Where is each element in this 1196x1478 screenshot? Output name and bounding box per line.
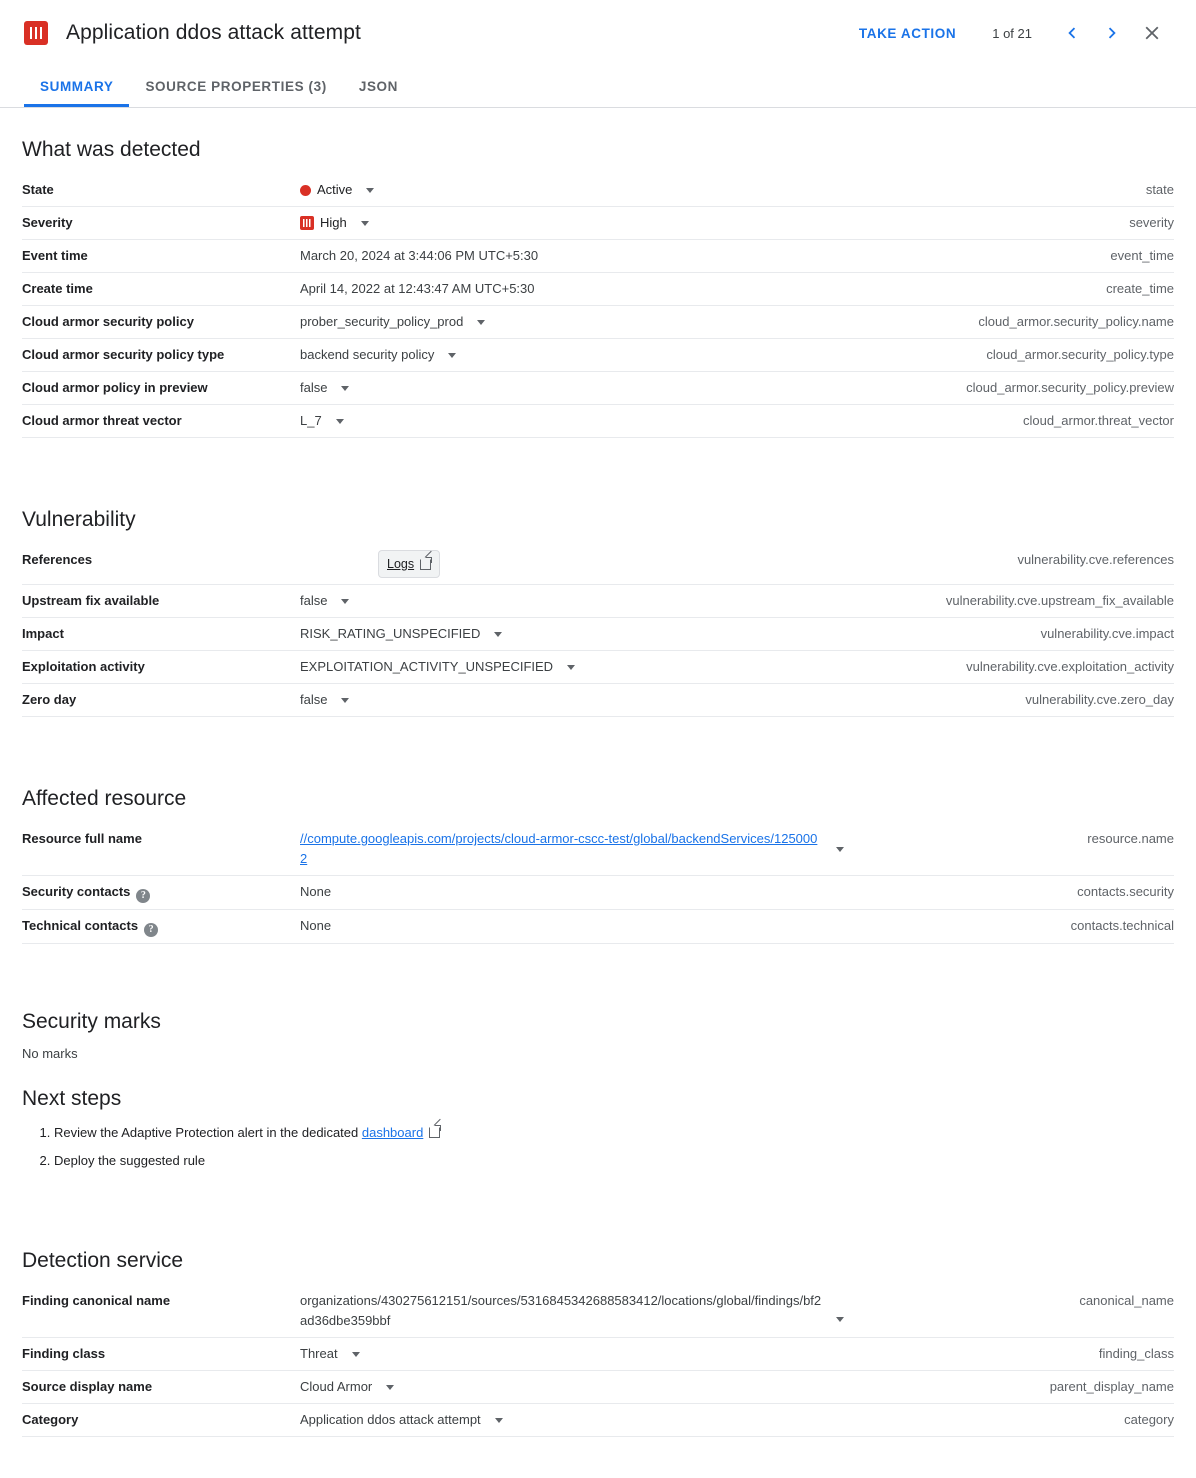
row-property: event_time [1110, 248, 1174, 263]
table-row [22, 207, 1174, 240]
row-key [22, 876, 300, 910]
technical-contacts-value: None [300, 918, 332, 933]
table-row [22, 306, 1174, 339]
table-row [22, 339, 1174, 372]
row-property: vulnerability.cve.zero_day [1025, 692, 1174, 707]
row-property: cloud_armor.security_policy.preview [966, 380, 1174, 395]
row-property: canonical_name [1079, 1293, 1174, 1308]
security-contacts-value: None [300, 884, 332, 899]
canonical-name-value: organizations/430275612151/sources/5316845342688583412/locations/global/findings/bf2ad36dbe359bbf [300, 1293, 822, 1328]
row-property: finding_class [1098, 1346, 1174, 1361]
state-dot-icon [300, 185, 311, 196]
row-key: Create time [22, 281, 93, 296]
policy-preview-value: false [300, 380, 328, 395]
section-title-security-marks: Security marks [22, 1010, 161, 1033]
close-panel-button[interactable] [1132, 13, 1172, 53]
list-item [54, 1151, 1174, 1171]
section-title-vulnerability: Vulnerability [22, 508, 136, 531]
row-key: Cloud armor threat vector [22, 413, 182, 428]
next-finding-button[interactable] [1092, 13, 1132, 53]
chevron-down-icon[interactable] [494, 632, 502, 637]
table-row [22, 910, 1174, 944]
security-contacts-label: Security contacts [22, 884, 131, 899]
table-row [22, 876, 1174, 910]
table-row [22, 618, 1174, 651]
impact-value: RISK_RATING_UNSPECIFIED [300, 626, 481, 641]
event-time-value: March 20, 2024 at 3:44:06 PM UTC+5:30 [300, 248, 539, 263]
pager-count: 1 of 21 [992, 25, 1032, 41]
create-time-value: April 14, 2022 at 12:43:47 AM UTC+5:30 [300, 281, 535, 296]
next-steps-list [22, 1123, 1174, 1171]
row-property: vulnerability.cve.references [1017, 552, 1174, 567]
chevron-down-icon[interactable] [495, 1418, 503, 1423]
table-row [22, 1404, 1174, 1437]
row-value [300, 1338, 844, 1371]
row-property: resource.name [1087, 831, 1174, 846]
row-key: Category [22, 1412, 79, 1427]
vulnerability-table [22, 544, 1174, 717]
security-policy-value: prober_security_policy_prod [300, 314, 464, 329]
row-key [22, 910, 300, 944]
row-value [300, 618, 844, 651]
chevron-down-icon[interactable] [836, 1317, 844, 1322]
table-row [22, 823, 1174, 876]
tab-json[interactable]: JSON [358, 79, 399, 94]
severity-bars-icon [300, 216, 314, 230]
tab-summary[interactable]: SUMMARY [24, 66, 129, 107]
row-value [300, 651, 844, 684]
row-value [300, 876, 844, 910]
row-property: contacts.technical [1070, 918, 1174, 933]
row-value [300, 207, 844, 240]
chevron-down-icon[interactable] [352, 1352, 360, 1357]
external-link-icon [420, 559, 431, 570]
table-row [22, 1285, 1174, 1338]
exploitation-activity-value: EXPLOITATION_ACTIVITY_UNSPECIFIED [300, 659, 554, 674]
detection-service-table [22, 1285, 1174, 1437]
row-value [300, 405, 844, 438]
row-key: Finding class [22, 1346, 106, 1361]
row-property: cloud_armor.security_policy.name [978, 314, 1174, 329]
list-item [54, 1123, 1174, 1143]
section-title-what-was-detected: What was detected [22, 138, 201, 161]
help-icon[interactable]: ? [144, 923, 158, 937]
chevron-down-icon[interactable] [477, 320, 485, 325]
row-property: cloud_armor.security_policy.type [986, 347, 1174, 362]
table-row [22, 684, 1174, 717]
chevron-down-icon[interactable] [336, 419, 344, 424]
help-icon[interactable]: ? [136, 889, 150, 903]
row-property: create_time [1106, 281, 1174, 296]
panel-header [0, 0, 1196, 66]
table-row [22, 405, 1174, 438]
what-was-detected-table [22, 174, 1174, 438]
row-key: Upstream fix available [22, 593, 160, 608]
row-key: Exploitation activity [22, 659, 145, 674]
close-icon [1141, 22, 1163, 44]
row-key: References [22, 552, 93, 567]
row-key: Cloud armor policy in preview [22, 380, 208, 395]
zero-day-value: false [300, 692, 328, 707]
row-value [300, 339, 844, 372]
tab-source-properties[interactable]: SOURCE PROPERTIES (3) [145, 79, 327, 94]
chevron-down-icon[interactable] [448, 353, 456, 358]
chevron-left-icon [1061, 22, 1083, 44]
row-property: category [1124, 1412, 1174, 1427]
row-key: Cloud armor security policy [22, 314, 194, 329]
row-property: vulnerability.cve.exploitation_activity [966, 659, 1174, 674]
row-key: Source display name [22, 1379, 153, 1394]
row-value [300, 372, 844, 405]
logs-link-chip[interactable] [378, 550, 440, 578]
chevron-down-icon[interactable] [361, 221, 369, 226]
chevron-right-icon [1101, 22, 1123, 44]
row-property: parent_display_name [1049, 1379, 1174, 1394]
table-row [22, 585, 1174, 618]
technical-contacts-label: Technical contacts [22, 918, 139, 933]
row-key: Impact [22, 626, 64, 641]
row-property: vulnerability.cve.impact [1040, 626, 1174, 641]
row-value [300, 684, 844, 717]
row-value [300, 174, 844, 207]
security-policy-type-value: backend security policy [300, 347, 435, 362]
source-display-name-value: Cloud Armor [300, 1379, 373, 1394]
row-value [300, 1285, 844, 1338]
row-property: contacts.security [1077, 884, 1174, 899]
next-step-text: Review the Adaptive Protection alert in the dedicated [54, 1125, 362, 1140]
security-marks-empty: No marks [22, 1046, 78, 1061]
chevron-down-icon[interactable] [341, 386, 349, 391]
table-row [22, 1338, 1174, 1371]
section-title-detection-service: Detection service [22, 1249, 184, 1272]
row-property: cloud_armor.threat_vector [1022, 413, 1174, 428]
dashboard-link[interactable]: dashboard [361, 1125, 424, 1140]
finding-class-value: Threat [300, 1346, 338, 1361]
row-property: vulnerability.cve.upstream_fix_available [945, 593, 1174, 608]
table-row [22, 174, 1174, 207]
finding-severity-icon [24, 21, 48, 45]
table-row [22, 273, 1174, 306]
chevron-down-icon[interactable] [567, 665, 575, 670]
tab-bar [0, 66, 1196, 108]
take-action-button[interactable]: TAKE ACTION [858, 25, 957, 41]
chevron-down-icon[interactable] [366, 188, 374, 193]
table-row [22, 1371, 1174, 1404]
chevron-down-icon[interactable] [836, 847, 844, 852]
previous-finding-button[interactable] [1052, 13, 1092, 53]
row-value [300, 544, 844, 585]
row-property: state [1145, 182, 1174, 197]
table-row [22, 651, 1174, 684]
threat-vector-value: L_7 [300, 413, 322, 428]
category-value: Application ddos attack attempt [300, 1412, 481, 1427]
row-value [300, 910, 844, 944]
section-title-next-steps: Next steps [22, 1087, 122, 1110]
row-value [300, 240, 844, 273]
severity-value: High [320, 215, 347, 230]
row-value [300, 306, 844, 339]
row-key: Resource full name [22, 831, 142, 846]
external-link-icon [429, 1127, 440, 1138]
affected-resource-table [22, 823, 1174, 944]
logs-chip-label: Logs [387, 557, 415, 571]
resource-full-name-link[interactable]: //compute.googleapis.com/projects/cloud-armor-cscc-test/global/backendServices/1250002 [300, 831, 818, 866]
upstream-fix-value: false [300, 593, 328, 608]
next-step-text: Deploy the suggested rule [54, 1153, 206, 1168]
chevron-down-icon[interactable] [341, 599, 349, 604]
table-row [22, 372, 1174, 405]
row-key: State [22, 182, 54, 197]
table-row [22, 240, 1174, 273]
row-key: Finding canonical name [22, 1293, 171, 1308]
row-key: Event time [22, 248, 88, 263]
row-property: severity [1129, 215, 1174, 230]
row-value [300, 1404, 844, 1437]
row-value [300, 823, 844, 876]
state-value: Active [317, 182, 353, 197]
table-row [22, 544, 1174, 585]
row-value [300, 1371, 844, 1404]
row-key: Zero day [22, 692, 77, 707]
row-key: Cloud armor security policy type [22, 347, 225, 362]
page-title: Application ddos attack attempt [66, 21, 361, 44]
row-value [300, 585, 844, 618]
section-title-affected-resource: Affected resource [22, 787, 187, 810]
chevron-down-icon[interactable] [341, 698, 349, 703]
chevron-down-icon[interactable] [386, 1385, 394, 1390]
row-key: Severity [22, 215, 73, 230]
row-value [300, 273, 844, 306]
